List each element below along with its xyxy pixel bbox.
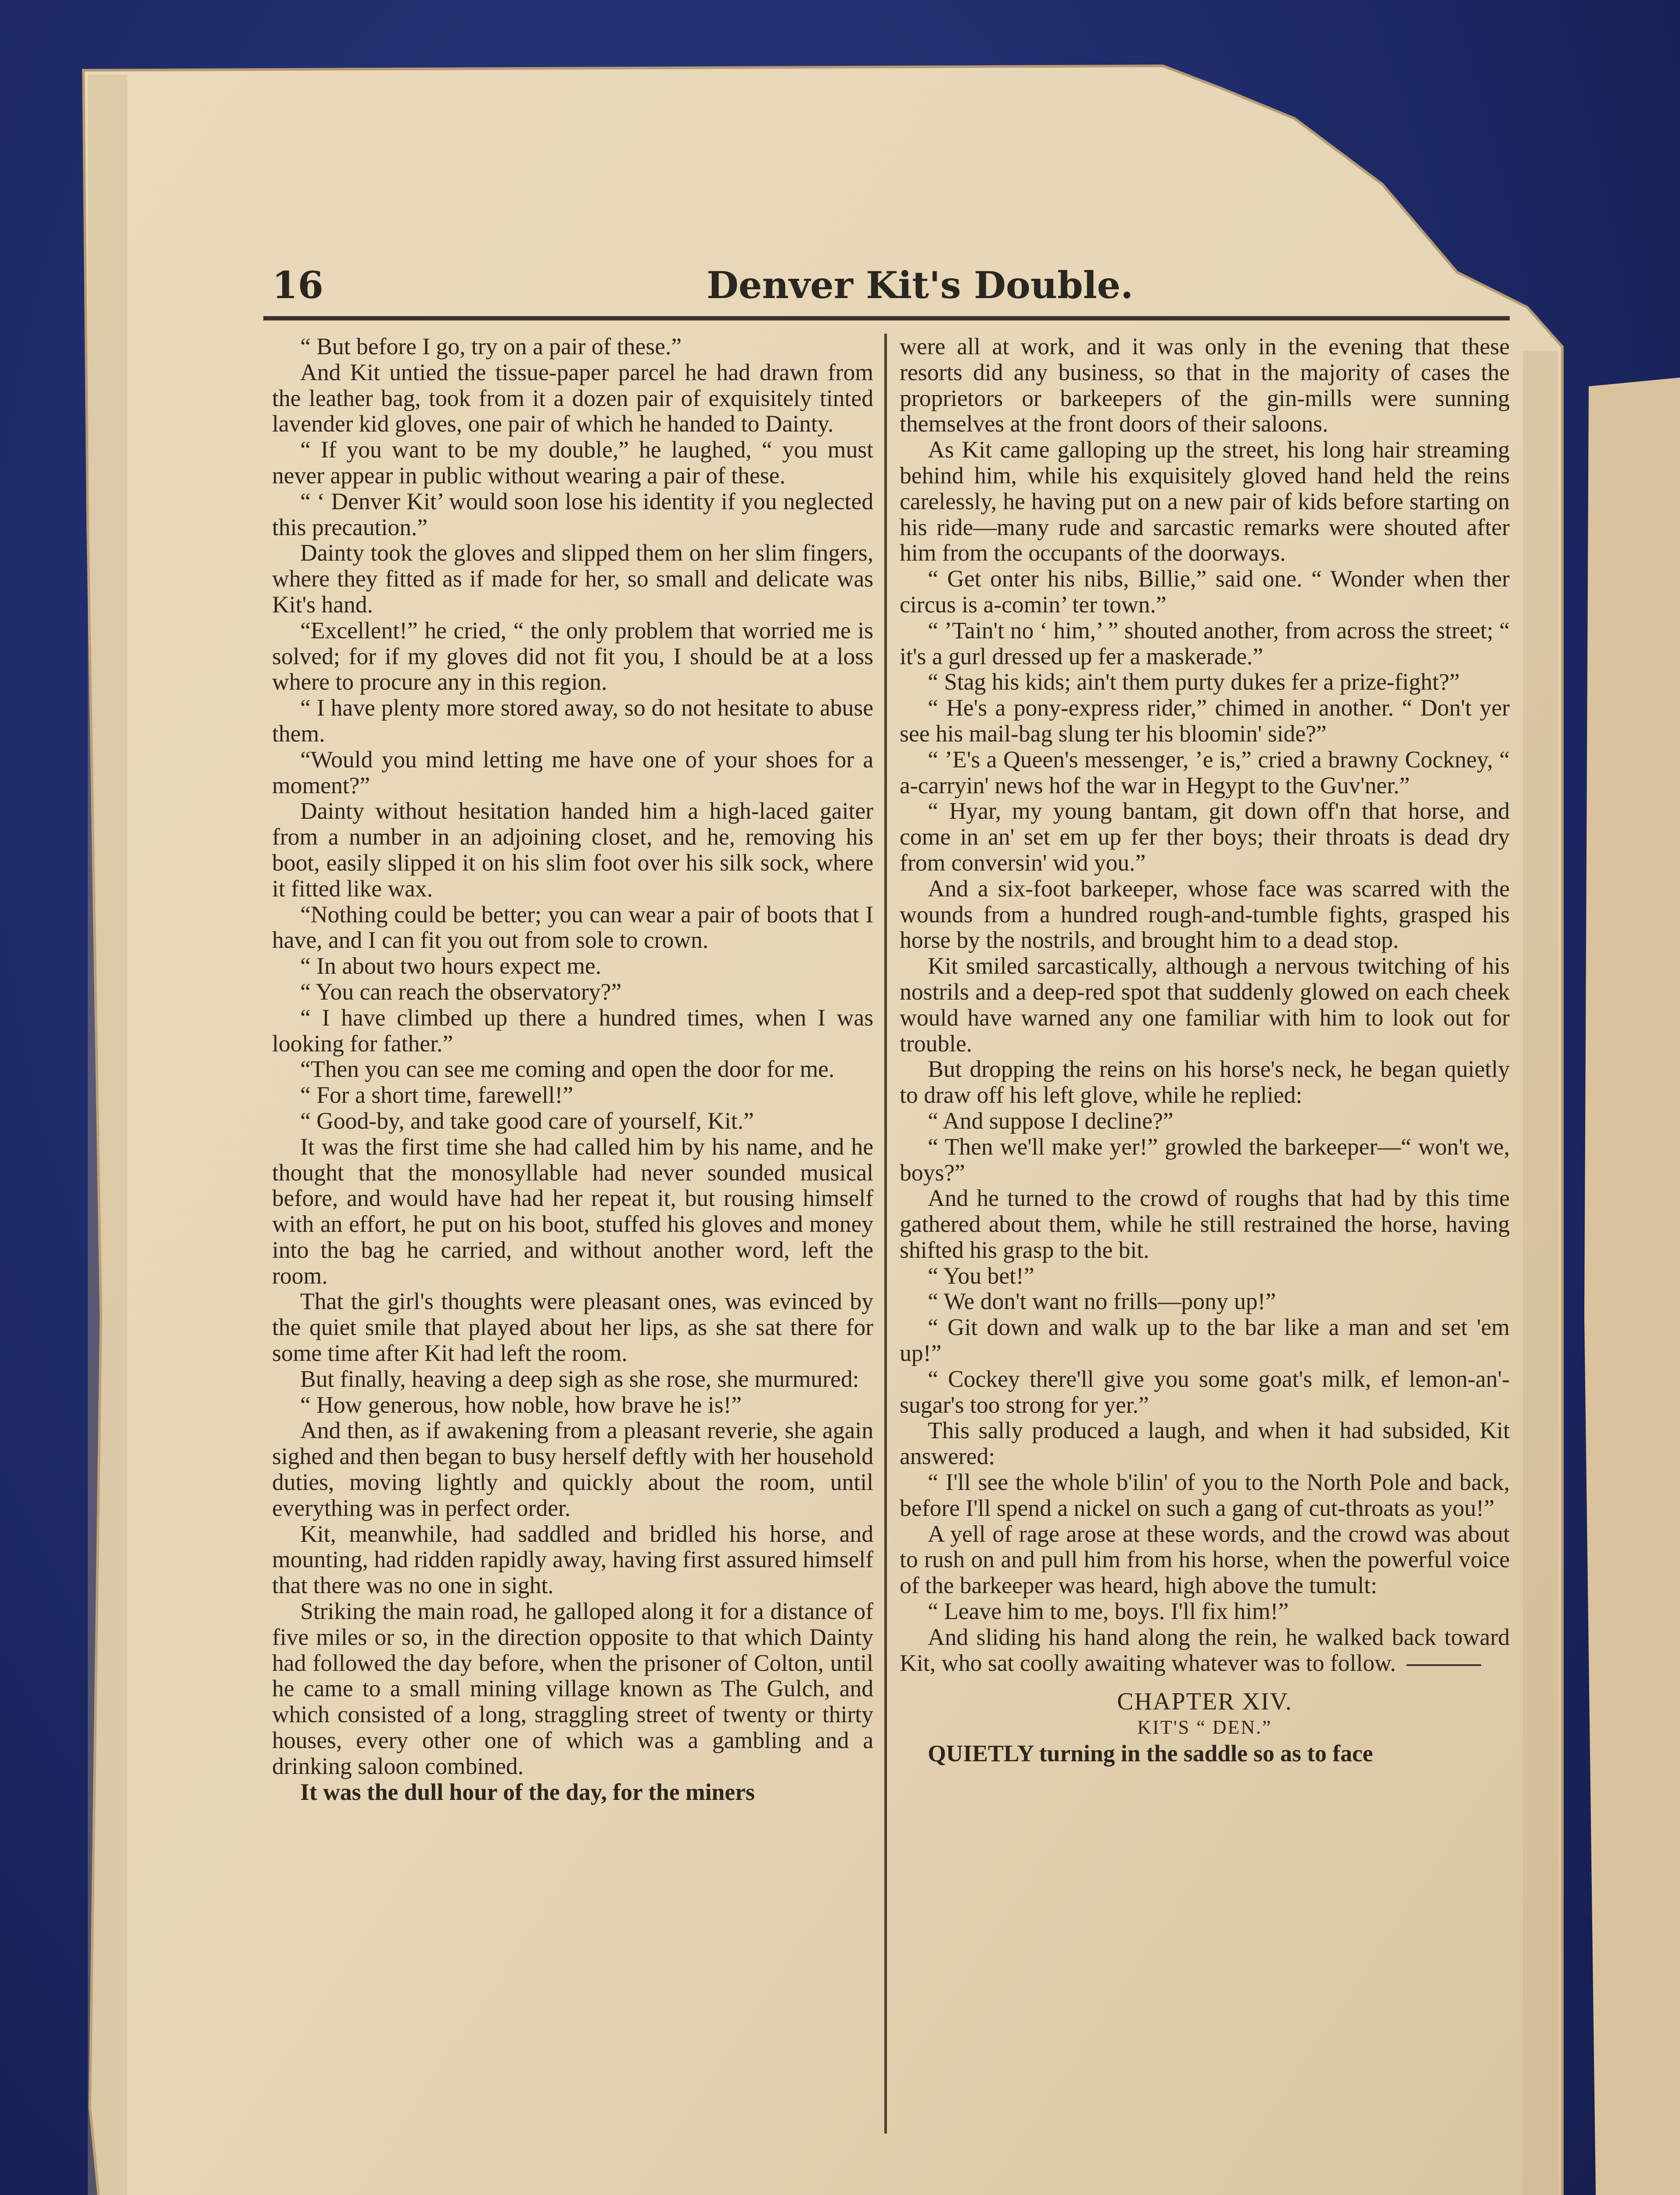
paragraph: Kit, meanwhile, had saddled and bridled his horse, and mounting, had ridden rapidly away, having first assured himself that there was no one in sight. xyxy=(272,1520,873,1599)
paragraph: Dainty without hesitation handed him a high-laced gaiter from a number in an adjoining closet, and he, removing his boot, easily slipped it on his slim foot over his silk sock, where it fitted like wax. xyxy=(272,798,873,902)
paragraph: A yell of rage arose at these words, and the crowd was about to rush on and pull him from his horse, when the powerful voice of the barkeeper was heard, high above the tumult: xyxy=(900,1520,1510,1599)
paragraph: were all at work, and it was only in the evening that these resorts did any business, so that in the majority of cases the proprietors or barkeepers of the gin-mills were sunning themselves at the front doors of their saloons. xyxy=(900,333,1510,437)
section-end-rule xyxy=(1407,1664,1481,1666)
paragraph: And he turned to the crowd of roughs that had by this time gathered about them, while he still restrained the horse, having shifted his grasp to the bit. xyxy=(900,1185,1510,1263)
chapter-heading: CHAPTER XIV. xyxy=(1117,1688,1292,1716)
page-number: 16 xyxy=(272,263,323,307)
paragraph: “ You bet!” xyxy=(928,1262,1034,1289)
paragraph: “ If you want to be my double,” he laughed, “ you must never appear in public without wearing a pair of these. xyxy=(272,436,873,489)
paragraph: “ You can reach the observatory?” xyxy=(300,978,622,1005)
paragraph: “Would you mind letting me have one of your shoes for a moment?” xyxy=(272,746,873,799)
paragraph: And Kit untied the tissue-paper parcel he had drawn from the leather bag, took from it a dozen pair of exquisitely tinted lavender kid gloves, one pair of which he handed to Dainty. xyxy=(272,359,873,437)
paragraph: “ ’Tain't no ‘ him,’ ” shouted another, from across the street; “ it's a gurl dressed up fer a maskerade.” xyxy=(900,617,1510,669)
page-header xyxy=(263,263,1510,325)
paragraph: This sally produced a laugh, and when it had subsided, Kit answered: xyxy=(900,1417,1510,1470)
paragraph: “ He's a pony-express rider,” chimed in another. “ Don't yer see his mail-bag slung ter his bloomin' side?” xyxy=(900,694,1510,747)
paragraph: And then, as if awakening from a pleasant reverie, she again sighed and then began to busy herself deftly with her household duties, moving lightly and quickly about the room, until everything was in perfect order. xyxy=(272,1417,873,1521)
adjacent-page-edge xyxy=(1584,378,1680,2195)
chapter-opening: QUIETLY turning in the saddle so as to face xyxy=(928,1740,1373,1767)
paragraph: But dropping the reins on his horse's neck, he began quietly to draw off his left glove, while he replied: xyxy=(900,1056,1510,1108)
paragraph: “ I have plenty more stored away, so do not hesitate to abuse them. xyxy=(272,694,873,747)
paragraph: “ Get onter his nibs, Billie,” said one. “ Wonder when ther circus is a-comin’ ter town.” xyxy=(900,565,1510,618)
paragraph: “Excellent!” he cried, “ the only problem that worried me is solved; for if my gloves did not fit you, I should be at a loss where to procure any in this region. xyxy=(272,617,873,695)
paragraph: “ Leave him to me, boys. I'll fix him!” xyxy=(928,1598,1289,1625)
paragraph: “ But before I go, try on a pair of these.” xyxy=(300,333,682,360)
header-rule xyxy=(263,316,1510,320)
right-column xyxy=(900,334,1510,1767)
paragraph: “ Good-by, and take good care of yourself, Kit.” xyxy=(300,1107,754,1134)
paragraph: And a six-foot barkeeper, whose face was scarred with the wounds from a hundred rough-and-tumble fights, grasped his horse by the nostrils, and brought him to a dead stop. xyxy=(900,875,1510,954)
paragraph: “ How generous, how noble, how brave he is!” xyxy=(300,1391,742,1418)
paragraph: “ Then we'll make yer!” growled the barkeeper—“ won't we, boys?” xyxy=(900,1133,1510,1186)
paragraph: “ Git down and walk up to the bar like a man and set 'em up!” xyxy=(900,1314,1510,1367)
left-column xyxy=(272,334,873,1805)
paragraph: “ ‘ Denver Kit’ would soon lose his identity if you neglected this precaution.” xyxy=(272,488,873,540)
running-title: Denver Kit's Double. xyxy=(707,263,1134,307)
chapter-subtitle: KIT'S “ DEN.” xyxy=(1137,1716,1272,1738)
paragraph: “ For a short time, farewell!” xyxy=(300,1082,574,1108)
paragraph: Kit smiled sarcastically, although a nervous twitching of his nostrils and a deep-red spot that suddenly glowed on each cheek would have warned any one familiar with him to look out for trouble. xyxy=(900,953,1510,1057)
paragraph: “ ’E's a Queen's messenger, ’e is,” cried a brawny Cockney, “ a-carryin' news hof the war in Hegypt to the Guv'ner.” xyxy=(900,746,1510,799)
paragraph: It was the first time she had called him by his name, and he thought that the monosyllable had never sounded musical before, and would have had her repeat it, but rousing himself with an effort, he put on his boot, stuffed his gloves and money into the bag he carried, and without another word, left the room. xyxy=(272,1133,873,1289)
paragraph: Dainty took the gloves and slipped them on her slim fingers, where they fitted as if made for her, so small and delicate was Kit's hand. xyxy=(272,540,873,618)
paragraph: As Kit came galloping up the street, his long hair streaming behind him, while his exquisitely gloved hand held the reins carelessly, he having put on a new pair of kids before starting on his ride—many rude and sarcastic remarks were shouted after him from the occupants of the doorways. xyxy=(900,436,1510,566)
paragraph: “ We don't want no frills—pony up!” xyxy=(928,1288,1276,1315)
paragraph xyxy=(900,1624,1510,1676)
paragraph: “ And suppose I decline?” xyxy=(928,1107,1174,1134)
paragraph: Striking the main road, he galloped along it for a distance of five miles or so, in the direction opposite to that which Dainty had followed the day before, when the prisoner of Colton, until he came to a small mining village known as The Gulch, and which consisted of a long, straggling street of twenty or thirty houses, every other one of which was a gambling and a drinking saloon combined. xyxy=(272,1598,873,1779)
column-rule xyxy=(884,334,887,2134)
paragraph: “Nothing could be better; you can wear a pair of boots that I have, and I can fit you out from sole to crown. xyxy=(272,901,873,954)
paragraph: “ Hyar, my young bantam, git down off'n that horse, and come in an' set em up fer ther boys; their throats is dead dry from conversin' wid you.” xyxy=(900,798,1510,876)
paragraph: “ Stag his kids; ain't them purty dukes fer a prize-fight?” xyxy=(928,669,1460,695)
paragraph: “ In about two hours expect me. xyxy=(300,953,602,979)
paragraph: “Then you can see me coming and open the door for me. xyxy=(300,1056,835,1083)
paragraph: “ Cockey there'll give you some goat's milk, ef lemon-an'-sugar's too strong for yer.” xyxy=(900,1365,1510,1418)
paragraph-text: And sliding his hand along the rein, he walked back toward Kit, who sat coolly awaiting whatever was to follow. xyxy=(900,1623,1510,1676)
paragraph: “ I have climbed up there a hundred times, when I was looking for father.” xyxy=(272,1004,873,1057)
paragraph: But finally, heaving a deep sigh as she rose, she murmured: xyxy=(300,1365,859,1392)
paragraph: “ I'll see the whole b'ilin' of you to the North Pole and back, before I'll spend a nickel on such a gang of cut-throats as you!” xyxy=(900,1469,1510,1521)
paragraph: That the girl's thoughts were pleasant ones, was evinced by the quiet smile that played about her lips, as she sat there for some time after Kit had left the room. xyxy=(272,1288,873,1367)
paragraph: It was the dull hour of the day, for the miners xyxy=(300,1778,755,1805)
